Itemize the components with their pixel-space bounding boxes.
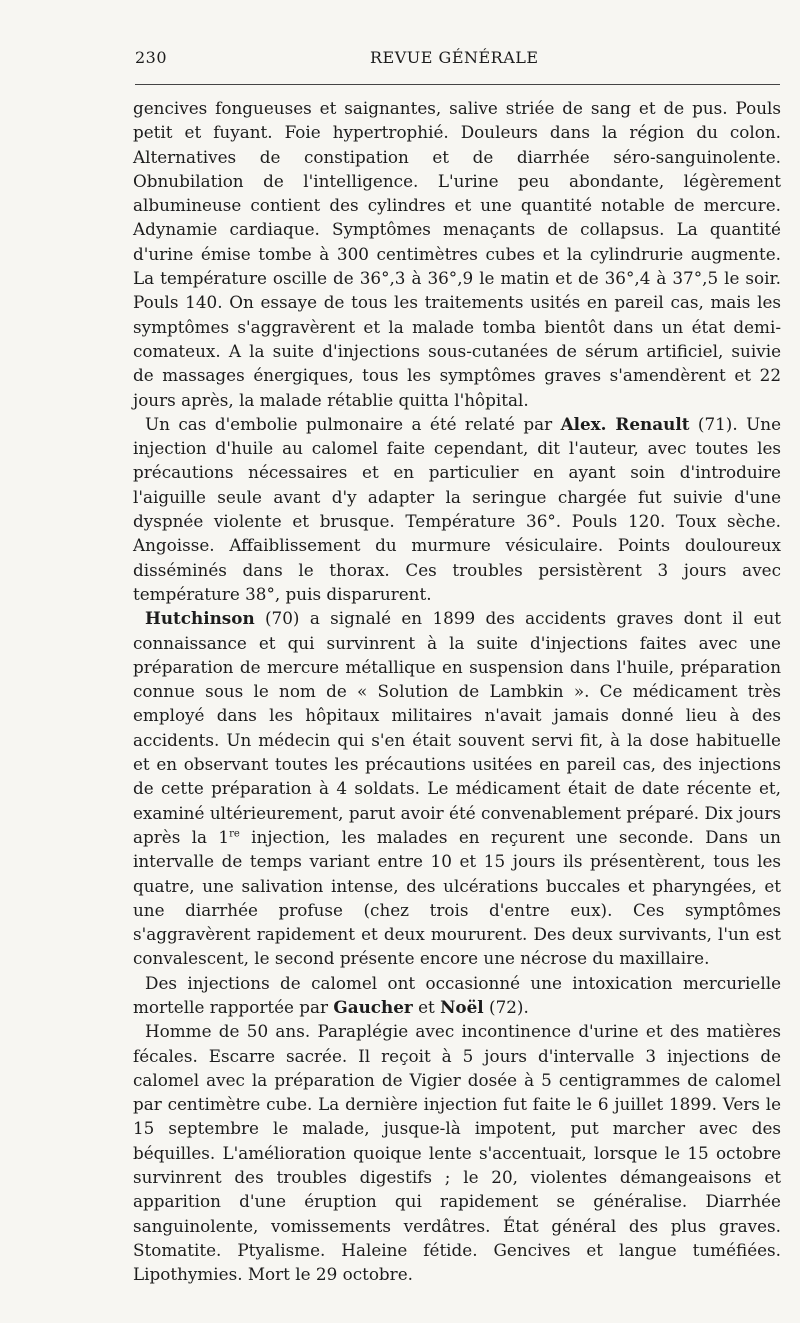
paragraph-text: Homme de 50 ans. Paraplégie avec incontinence d'urine et des matières fécales. Escarre sacrée. Il reçoit à 5 jours d'intervalle 3 injections de calomel avec la préparation de Vigier dosée à 5 centigrammes de calomel par centimètre cube. La dernière injection fut faite le 6 juillet 1899. Vers le 15 septembre le malade, jusque-là impotent, put marcher avec des béquilles. L'amélioration quoique lente s'accentuait, lorsque le 15 octobre survinrent des troubles digestifs ; le 20, violentes démangeaisons et apparition d'une éruption qui rapidement se généralise. Diarrhée sanguinolente, vomissements verdâtres. État général des plus graves. Stomatite. Ptyalisme. Haleine fétide. Gencives et langue tuméfiées. Lipothymies. Mort le 29 octobre. (133, 1021, 781, 1285)
paragraph-text: (70) a signalé en 1899 des accidents graves dont il eut connaissance et qui survinrent à la suite d'injections faites avec une préparation de mercure métallique en suspension dans l'huile, préparation connue sous le nom de « Solution de Lambkin ». Ce médicament très employé dans les hôpitaux militaires n'avait jamais donné lieu à des accidents. Un médecin qui s'en était souvent servi fit, à la dose habituelle et en observant toutes les précautions usitées en pareil cas, des injections de cette préparation à 4 soldats. Le médicament était de date récente et, examiné ultérieurement, parut avoir été convenablement préparé. Dix jours après la 1 (133, 608, 781, 847)
body-text (133, 96, 781, 1287)
header-rule (135, 84, 780, 85)
page-number: 230 (135, 48, 168, 67)
paragraph-text: (71). Une injection d'huile au calomel faite cependant, dit l'auteur, avec toutes les précautions nécessaires et en particulier en ayant soin d'introduire l'aiguille seule avant d'y adapter la seringue chargée fut suivie d'une dyspnée violente et brusque. Température 36°. Pouls 120. Toux sèche. Angoisse. Affaiblissement du murmure vésiculaire. Points douloureux disséminés dans le thorax. Ces troubles persistèrent 3 jours avec température 38°, puis disparurent. (133, 413, 781, 604)
paragraph-4 (133, 971, 781, 1020)
paragraph-text: Un cas d'embolie pulmonaire a été relaté par (145, 413, 561, 434)
paragraph-text: Des injections de calomel ont occasionné une intoxication mercurielle mortelle rapportée par (133, 972, 781, 1017)
paragraph-text: gencives fongueuses et saignantes, salive striée de sang et de pus. Pouls petit et fuyant. Foie hypertrophié. Douleurs dans la région du colon. Alternatives de constipation et de diarrhée séro-sanguinolente. Obnubilation de l'intelligence. L'urine peu abondante, légèrement albumineuse contient des cylindres et une quantité notable de mercure. Adynamie cardiaque. Symptômes menaçants de collapsus. La quantité d'urine émise tombe à 300 centimètres cubes et la cylindrurie augmente. La température oscille de 36°,3 à 36°,9 le matin et de 36°,4 à 37°,5 le soir. Pouls 140. On essaye de tous les traitements usités en pareil cas, mais les symptômes s'aggravèrent et la malade tomba bientôt dans un état demi-comateux. A la suite d'injections sous-cutanées de sérum artificiel, suivie de massages énergiques, tous les symptômes graves s'amendèrent et 22 jours après, la malade rétablie quitta l'hôpital. (133, 98, 781, 410)
paragraph-text: injection, les malades en reçurent une seconde. Dans un intervalle de temps variant entre 10 et 15 jours ils présentèrent, tous les quatre, une salivation intense, des ulcérations buccales et pharyngées, et une diarrhée profuse (chez trois d'entre eux). Ces symptômes s'aggravèrent rapidement et deux moururent. Des deux survivants, l'un est convalescent, le second présente encore une nécrose du maxillaire. (133, 826, 781, 969)
author-name: Gaucher (333, 996, 413, 1017)
running-head (135, 48, 780, 78)
author-name: Alex. Renault (560, 413, 690, 434)
author-name: Noël (440, 996, 484, 1017)
paragraph-text: (72). (483, 996, 529, 1017)
ordinal-superscript: re (229, 828, 240, 840)
author-name: Hutchinson (145, 608, 255, 629)
paragraph-3 (133, 606, 781, 970)
paragraph-5 (133, 1019, 781, 1286)
paragraph-text: et (412, 996, 441, 1017)
running-title: REVUE GÉNÉRALE (370, 48, 539, 67)
paragraph-1 (133, 96, 781, 412)
paragraph-2 (133, 412, 781, 606)
